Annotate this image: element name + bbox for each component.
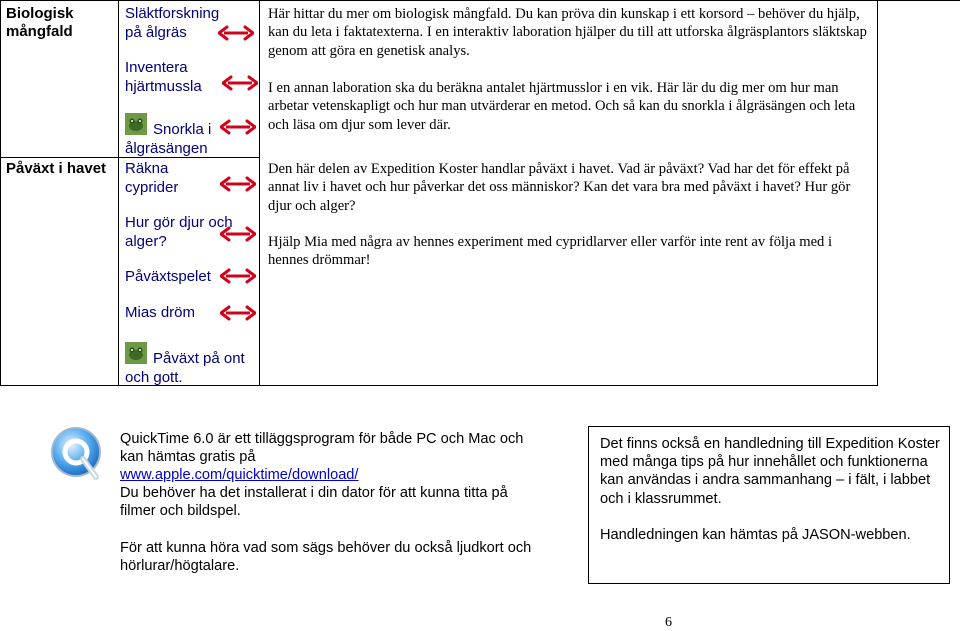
double-arrow-icon [218,25,254,41]
table-border-left [0,0,1,386]
description-fouling-1: Den här delen av Expedition Koster handlar påväxt i havet. Vad är påväxt? Vad har det för effekt på annat liv i havet och hur påverkar det oss människor? Kan det vara bra med påväxt i havet? Hur gör djur och alger? [268,161,851,214]
quicktime-requirement: Du behöver ha det installerat i din dator för att kunna titta på filmer och bildspel. [120,485,508,520]
link-inventera-hjartmussla[interactable]: Inventera hjärtmussla [125,59,202,95]
double-arrow-icon [220,268,256,284]
link-slaktforskning[interactable]: Släktforskning på ålgräs [125,5,220,41]
guide-info-box [588,426,950,584]
link-pavaxtspelet[interactable]: Påväxtspelet [125,268,211,285]
quicktime-logo-icon [50,425,104,483]
page-number: 6 [665,615,672,630]
guide-download-text: Handledningen kan hämtas på JASON-webben. [600,527,911,543]
table-border-top [0,0,960,1]
description-fouling-2: Hjälp Mia med några av hennes experiment med cypridlarver eller varför inte rent av följa med i hennes drömmar! [268,234,833,269]
double-arrow-icon [222,75,258,91]
description-biodiversity-2: I en annan laboration ska du beräkna antalet hjärtmusslor i en vik. Här lär du dig mer om hur man arbetar vetenskapligt och hur man utvärderar en metod. Och så kan du snorkla i ålgräsängen och leta och läsa om djur som lever där. [268,80,856,133]
quicktime-intro: QuickTime 6.0 är ett tilläggsprogram för både PC och Mac och kan hämtas gratis på [120,431,524,466]
quicktime-download-link[interactable] [120,466,358,484]
guide-info-text: Det finns också en handledning till Expedition Koster med många tips på hur innehållet och funktionerna kan användas i andra sammanhang – i fält, i labbet och i klassrummet. [600,436,940,507]
double-arrow-icon [220,176,256,192]
quicktime-audio-note: För att kunna höra vad som sägs behöver du också ljudkort och hörlurar/högtalare. [120,540,532,575]
table-divider-2 [259,0,260,386]
description-biodiversity-1: Här hittar du mer om biologisk mångfald. Du kan pröva din kunskap i ett korsord – behöver du hjälp, kan du leta i faktatexterna. I en interaktiv laboration hjälper du till att utforska ålgräsplantors släktskap genom att göra en genetisk analys. [268,6,867,59]
link-mias-drom[interactable]: Mias dröm [125,304,196,321]
table-divider-1 [118,0,119,386]
quicktime-url[interactable]: www.apple.com/quicktime/download/ [120,467,359,483]
double-arrow-icon [220,305,256,321]
double-arrow-icon [220,119,256,135]
section-title-biologisk-mangfald: Biologisk mångfald [6,5,74,40]
table-border-right [877,0,878,386]
link-rakna-cyprider[interactable]: Räkna cyprider [125,160,179,196]
section-title-pavaxt-i-havet: Påväxt i havet [6,160,107,177]
link-snorkla[interactable]: Snorkla i ålgräsängen [125,121,212,157]
double-arrow-icon [220,226,256,242]
link-hur-gor-djur[interactable]: Hur gör djur och alger? [125,214,233,250]
link-pavaxt-pa-ont-och-gott[interactable]: Påväxt på ont och gott. [125,350,245,386]
